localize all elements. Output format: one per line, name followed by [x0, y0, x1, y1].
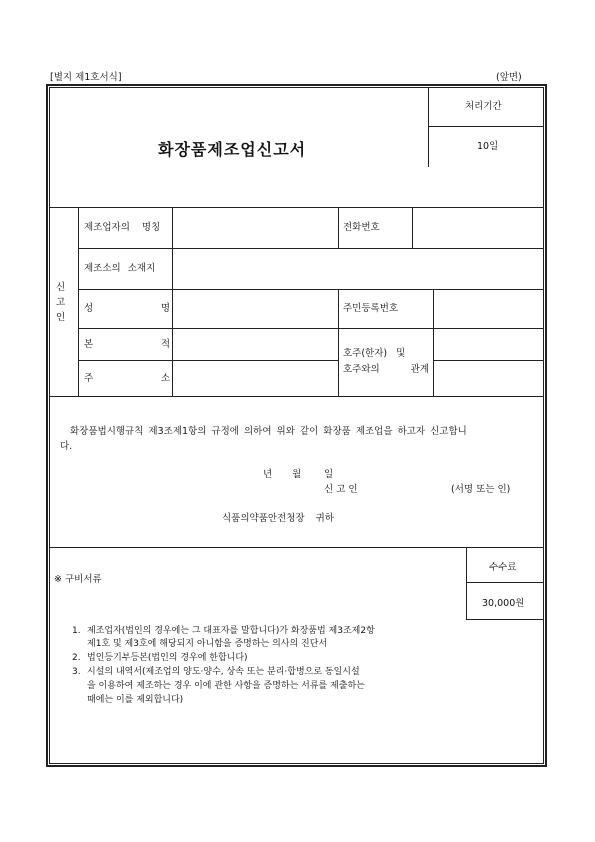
mid-column-divider-row1: [338, 207, 339, 248]
declaration-applicant-label: 신 고 인: [324, 484, 358, 495]
resident-number-label: 주민등록번호: [343, 303, 399, 314]
document-item-1-number: 1.: [72, 626, 81, 636]
signature-label: (서명 또는 인): [451, 484, 511, 495]
row-divider-3: [78, 328, 544, 329]
fee-box-left-border: [466, 547, 467, 620]
right-value-divider-rows3-5: [433, 289, 434, 396]
factory-address-label: 제조소의 소재지: [84, 263, 156, 274]
fee-box-divider: [466, 582, 544, 583]
applicant-table-top-border: [49, 207, 544, 208]
fee-label: 수수료: [489, 562, 517, 573]
fee-value: 30,000원: [482, 598, 525, 609]
manufacturer-name-label: 제조업자의 명칭: [84, 222, 161, 233]
domicile-label-part-1: 본: [84, 339, 94, 350]
document-item-2-line-1: 법인등기부등본(법인의 경우에 한합니다): [87, 653, 248, 663]
phone-label: 전화번호: [343, 222, 380, 233]
document-item-1-line-1: 제조업자(법인의 경우에는 그 대표자를 말합니다)가 화장품법 제3조제2항: [87, 626, 375, 636]
document-item-2-number: 2.: [72, 653, 81, 663]
date-year-label: 년: [263, 469, 273, 480]
row-divider-4-left: [78, 360, 338, 361]
address-label: [84, 373, 170, 384]
domicile-label: [84, 339, 170, 350]
applicant-section-label-2: 고: [56, 297, 66, 308]
page-side-label: (앞면): [496, 72, 522, 83]
householder-label-line2: [343, 364, 429, 375]
label-column-divider: [172, 207, 173, 396]
processing-box-divider: [428, 126, 544, 127]
householder-label-line2-part-1: 호주와의: [343, 364, 380, 375]
address-label-part-1: 주: [84, 373, 94, 384]
date-month-label: 월: [292, 469, 302, 480]
row-divider-2: [78, 289, 544, 290]
name-label-part-2: 명: [160, 303, 170, 314]
name-label-part-1: 성: [84, 303, 94, 314]
address-label-part-2: 소: [160, 373, 170, 384]
document-item-3-line-2: 을 이용하여 제조하는 경우 이에 관한 사항을 증명하는 서류를 제출하는: [87, 681, 365, 691]
fee-box-bottom-border: [466, 619, 544, 620]
phone-value-divider: [412, 207, 413, 248]
row-divider-1: [78, 248, 544, 249]
row-divider-4-right: [433, 360, 544, 361]
applicant-table-bottom-border: [49, 396, 544, 397]
date-day-label: 일: [324, 469, 334, 480]
addressee-text: 식품의약품안전청장 귀하: [222, 513, 334, 524]
document-item-1-line-2: 제1호 및 제3호에 해당되지 아니함을 증명하는 의사의 진단서: [87, 639, 328, 649]
declaration-statement-line1: 화장품법시행규칙 제3조제1항의 규정에 의하여 위와 같이 화장품 제조업을 하고자 신고합니: [70, 426, 467, 437]
applicant-section-label-1: 신: [56, 282, 66, 293]
processing-period-label: 처리기간: [465, 101, 502, 112]
householder-label-line1: 호주(한자) 및: [343, 348, 406, 359]
name-label: [84, 303, 170, 314]
document-item-3-line-3: 때에는 이를 제외합니다): [87, 695, 184, 705]
document-item-3-line-1: 시설의 내역서(제조업의 양도·양수, 상속 또는 분리·합병으로 동일시설: [87, 667, 360, 677]
form-title: 화장품제조업신고서: [158, 140, 307, 159]
mid-column-divider-rows3-5: [338, 289, 339, 396]
householder-label-line2-part-2: 관계: [410, 364, 429, 375]
applicant-section-divider: [78, 207, 79, 396]
applicant-section-label-3: 인: [56, 312, 66, 323]
documents-top-border: [49, 547, 544, 548]
required-documents-heading: ※ 구비서류: [54, 574, 102, 585]
declaration-statement-line2: 다.: [60, 441, 73, 452]
processing-box-left-border: [428, 87, 429, 167]
domicile-label-part-2: 적: [160, 339, 170, 350]
form-number: [별지 제1호서식]: [50, 72, 122, 83]
document-item-3-number: 3.: [72, 667, 81, 677]
processing-period-value: 10일: [477, 141, 499, 152]
